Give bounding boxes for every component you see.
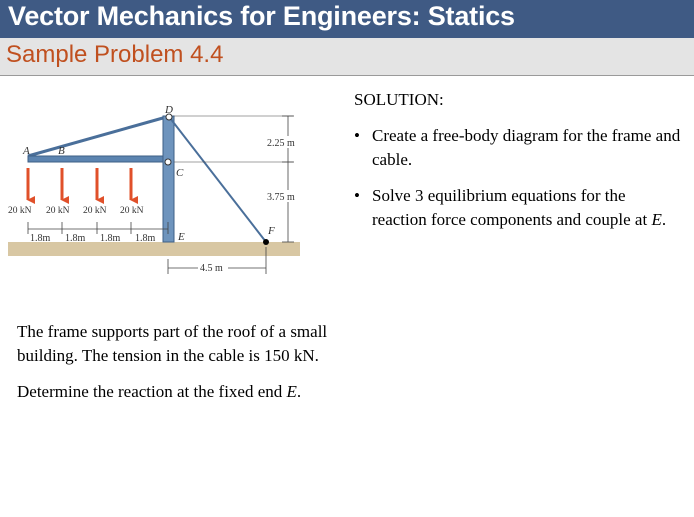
solution-step-suffix: . [661,210,667,229]
ground [8,242,300,256]
label-b: B [58,145,65,157]
bullet-icon: • [354,126,360,145]
frame-diagram-svg [8,104,300,280]
span-label: 1.8m [100,233,121,244]
solution-step [354,124,684,172]
span-label: 1.8m [30,233,51,244]
cable [170,118,266,242]
roof-member [28,116,170,156]
solution-step-text: Create a free-body diagram for the frame and cable. [372,126,681,169]
span-label: 1.8m [65,233,86,244]
pin-c [165,159,171,165]
subtitle-bar [0,38,694,76]
problem-question: Determine the reaction at the fixed end [17,382,287,401]
problem-statement [17,320,337,416]
bullet-icon: • [354,186,360,205]
problem-emphasis: E [286,382,297,401]
frame-diagram [8,104,300,280]
upper-height-label: 2.25 m [267,138,295,149]
label-d: D [165,104,173,116]
column [163,116,174,242]
slide-title: Vector Mechanics for Engineers: Statics [8,1,515,31]
solution-step-emphasis: E [651,210,662,229]
load-label: 20 kN [83,206,107,216]
span-label: 1.8m [135,233,156,244]
solution-steps [354,124,684,244]
label-a: A [23,145,30,157]
load-label: 20 kN [8,206,32,216]
lower-height-label: 3.75 m [267,192,295,203]
problem-paragraph [17,380,337,404]
problem-suffix: . [296,382,302,401]
label-f: F [268,225,275,237]
base-width-label: 4.5 m [200,263,223,274]
problem-paragraph: The frame supports part of the roof of a small building. The tension in the cable is 150 kN. [17,322,328,365]
solution-step [354,184,684,232]
label-e: E [178,231,185,243]
label-c: C [176,167,184,179]
load-label: 20 kN [120,206,144,216]
solution-heading: SOLUTION: [354,90,444,109]
solution-step-text: Solve 3 equilibrium equations for the reaction force components and couple at [372,186,652,229]
slide-subtitle: Sample Problem 4.4 [6,41,224,68]
anchor-f [263,239,269,245]
title-bar [0,0,694,38]
load-label: 20 kN [46,206,70,216]
horizontal-member [28,156,170,162]
